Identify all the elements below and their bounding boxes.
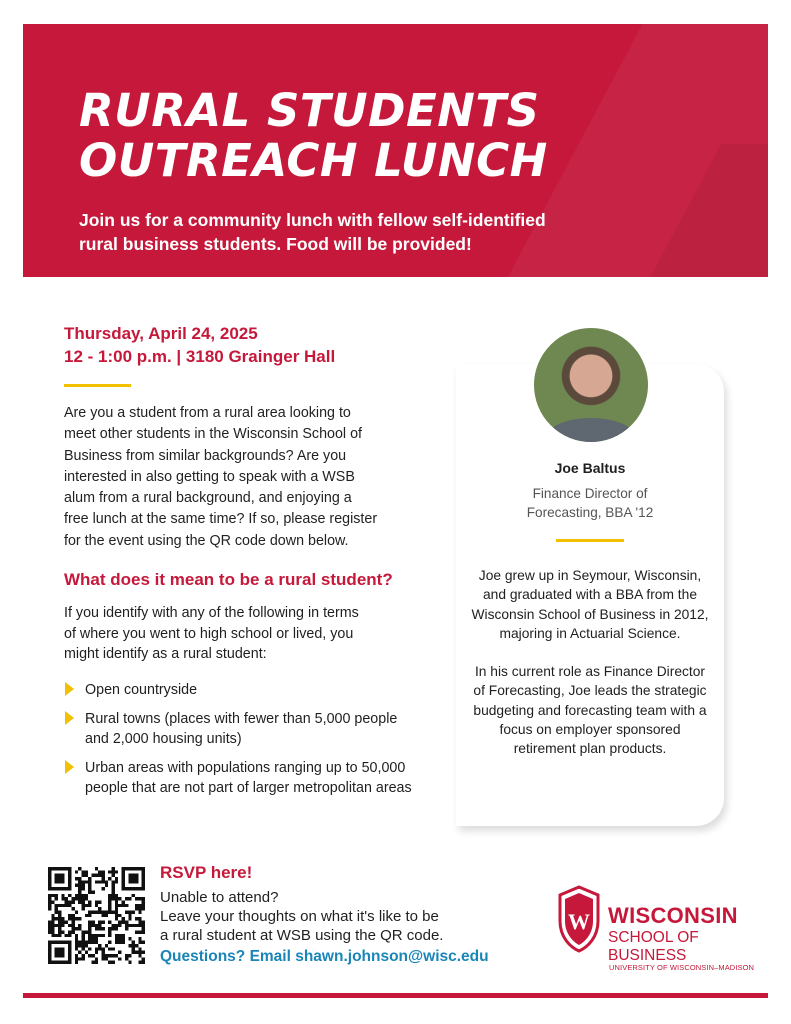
event-title <box>79 86 548 186</box>
intro-line: Are you a student from a rural area looking to <box>64 405 351 421</box>
footer-bar <box>23 993 768 998</box>
logo-school: SCHOOL OF BUSINESS <box>608 929 699 964</box>
bullet-triangle-icon <box>65 682 74 696</box>
logo-university: UNIVERSITY OF WISCONSIN–MADISON <box>609 963 755 972</box>
title-line-2: OUTREACH LUNCH <box>79 134 548 187</box>
logo-wordmark: WISCONSIN <box>608 903 738 928</box>
title-line-1: RURAL STUDENTS <box>79 84 540 137</box>
hero-banner <box>23 24 768 277</box>
intro-line: alum from a rural background, and enjoying a <box>64 490 352 507</box>
rural-criteria-list <box>64 680 424 807</box>
list-item-text: Open countryside <box>85 682 198 698</box>
rsvp-text <box>160 888 540 945</box>
description-line: If you identify with any of the following in terms <box>64 605 359 621</box>
intro-line: for the event using the QR code down below. <box>64 532 349 549</box>
role-line-1: Finance Director of <box>532 486 648 501</box>
bio-paragraph-2: In his current role as Finance Director of Forecasting, Joe leads the strategic budgeting and forecasting team with a focus on employer sponsored retirement plan products. <box>473 664 707 757</box>
list-item-text: Rural towns (places with fewer than 5,000 people and 2,000 housing units) <box>85 711 398 747</box>
divider <box>556 539 624 542</box>
intro-paragraph <box>64 403 419 552</box>
crest-letter: W <box>568 909 590 934</box>
divider <box>64 384 131 387</box>
rsvp-qr-code[interactable] <box>48 867 145 964</box>
speaker-role <box>456 484 724 522</box>
list-item <box>64 709 424 749</box>
description-line: might identify as a rural student: <box>64 646 267 662</box>
intro-line: interested in also getting to speak with a WSB <box>64 468 355 485</box>
event-subtitle <box>79 208 639 256</box>
photo-shoulders <box>546 418 636 444</box>
rsvp-line: Unable to attend? <box>160 889 279 906</box>
description-line: of where you went to high school or lived, you <box>64 625 354 642</box>
list-item <box>64 680 424 700</box>
intro-line: meet other students in the Wisconsin School of <box>64 426 363 443</box>
subtitle-line-2: rural business students. Food will be provided! <box>79 234 472 254</box>
rsvp-line: Leave your thoughts on what it's like to be <box>160 908 439 925</box>
speaker-name: Joe Baltus <box>554 460 626 476</box>
speaker-bio <box>470 566 710 778</box>
role-line-2: Forecasting, BBA '12 <box>526 505 654 520</box>
event-date: Thursday, April 24, 2025 <box>64 324 258 343</box>
list-item-text: Urban areas with populations ranging up to 50,000 people that are not part of larger metropolitan areas <box>85 760 412 796</box>
bio-paragraph-1: Joe grew up in Seymour, Wisconsin, and graduated with a BBA from the Wisconsin School of Business in 2012, majoring in Actuarial Science. <box>471 568 709 641</box>
rural-description <box>64 603 424 665</box>
list-item <box>64 758 424 798</box>
intro-line: Business from similar backgrounds? Are you <box>64 447 347 464</box>
rsvp-heading: RSVP here! <box>160 863 253 882</box>
wsb-logo <box>556 885 766 975</box>
contact-email-link[interactable]: Questions? Email shawn.johnson@wisc.edu <box>160 948 489 965</box>
speaker-photo <box>532 326 650 444</box>
event-time-location: 12 - 1:00 p.m. | 3180 Grainger Hall <box>64 347 336 366</box>
rural-heading: What does it mean to be a rural student? <box>64 570 393 589</box>
intro-line: free lunch at the same time? If so, please register <box>64 511 378 528</box>
event-details <box>64 322 335 368</box>
rsvp-line: a rural student at WSB using the QR code. <box>160 927 444 944</box>
subtitle-line-1: Join us for a community lunch with fellow self-identified <box>79 210 546 230</box>
uw-crest-icon <box>556 885 602 953</box>
bullet-triangle-icon <box>65 711 74 725</box>
bullet-triangle-icon <box>65 760 74 774</box>
